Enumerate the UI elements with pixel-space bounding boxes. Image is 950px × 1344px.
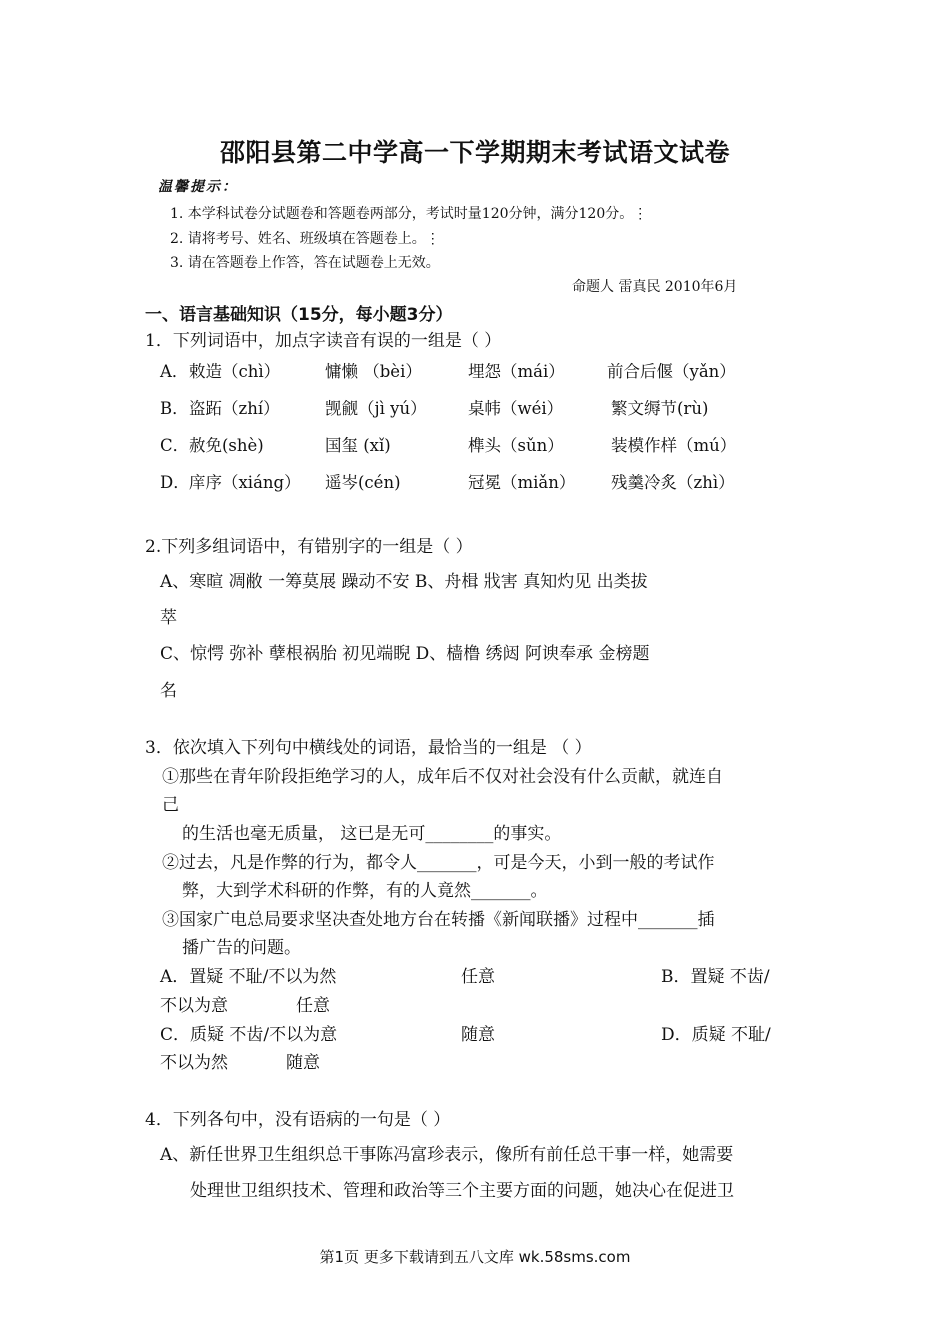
option-word: 敕造（chì） [189,362,281,381]
question-3-option: B．置疑 不齿/ [661,967,770,987]
question-3-option: 不以为然 [160,1053,228,1073]
option-word: 慵懒 （bèi） [325,362,422,381]
option-word: 桌帏（wéi） [468,399,564,418]
option-word: 遥岑(cén) [325,473,401,492]
question-3-option: 任意 [296,996,330,1016]
option-word: 庠序（xiáng） [189,473,301,492]
tip-item-1: 1. 本学科试卷分试题卷和答题卷两部分，考试时量120分钟，满分120分。⋮ [170,206,648,222]
question-3-line: 己 [162,795,179,815]
question-4-line: 处理世卫组织技术、管理和政治等三个主要方面的问题，她决心在促进卫 [190,1181,734,1201]
question-3-line: ②过去，凡是作弊的行为，都令人_______，可是今天，小到一般的考试作 [162,853,715,873]
question-2-line: 萃 [160,608,177,628]
question-2-line: A、寒暄 凋敝 一筹莫展 躁动不安 B、舟楫 戕害 真知灼见 出类拔 [160,572,648,592]
question-3-option: 不以为意 [160,996,228,1016]
author-line: 命题人 雷真民 2010年6月 [572,279,738,295]
question-3-option: C．质疑 不齿/不以为意 [160,1025,338,1045]
option-word: 繁文缛节(rù) [611,399,709,418]
option-word: 榫头（sǔn） [468,436,564,455]
question-3-line: 播广告的问题。 [182,938,301,958]
question-2-line: 名 [160,681,177,701]
question-3-line: 的生活也毫无质量， 这已是无可________的事实。 [182,824,562,844]
question-3-option: D．质疑 不耻/ [661,1025,771,1045]
option-letter: C． [160,436,190,455]
page-title: 邵阳县第二中学高一下学期期末考试语文试卷 [219,138,730,167]
option-word: 前合后偃（yǎn） [607,362,736,381]
question-3-stem: 3．依次填入下列句中横线处的词语，最恰当的一组是 （ ） [145,738,592,758]
question-3-line: ①那些在青年阶段拒绝学习的人，成年后不仅对社会没有什么贡献，就连自 [162,767,723,787]
option-word: 埋怨（mái） [468,362,565,381]
question-3-option: 任意 [461,967,495,987]
question-3-option: 随意 [461,1025,495,1045]
question-3-option: A．置疑 不耻/不以为然 [160,967,337,987]
option-word: 装模作样（mú） [611,436,737,455]
page-footer: 第1页 更多下载请到五八文库 wk.58sms.com [319,1248,631,1266]
tip-item-2: 2. 请将考号、姓名、班级填在答题卷上。⋮ [170,231,440,247]
tip-item-3: 3. 请在答题卷上作答，答在试题卷上无效。 [170,255,440,271]
option-letter: A． [160,362,189,381]
question-1-stem: 1．下列词语中，加点字读音有误的一组是（ ） [145,331,502,351]
option-word: 残羹冷炙（zhì） [611,473,735,492]
option-letter: B． [160,399,189,418]
tips-heading: 温馨提示： [158,179,238,195]
question-3-option: 随意 [286,1053,320,1073]
question-4-line: A、新任世界卫生组织总干事陈冯富珍表示，像所有前任总干事一样，她需要 [160,1145,734,1165]
question-3-line: 弊，大到学术科研的作弊，有的人竟然_______。 [182,881,548,901]
option-word: 冠冕（miǎn） [468,473,576,492]
option-word: 国玺 (xǐ) [325,436,391,455]
option-word: 赦免(shè) [189,436,264,455]
option-word: 觊觎（jì yú） [325,399,427,418]
question-2-line: C、惊愕 弥补 孽根祸胎 初见端睨 D、樯橹 绣闼 阿谀奉承 金榜题 [160,644,650,664]
question-3-line: ③国家广电总局要求坚决查处地方台在转播《新闻联播》过程中_______插 [162,910,715,930]
question-2-stem: 2.下列多组词语中，有错别字的一组是（ ） [145,537,473,557]
section-heading: 一、语言基础知识（15分，每小题3分） [145,305,453,325]
option-word: 盗跖（zhí） [189,399,280,418]
option-letter: D． [160,473,190,492]
question-4-stem: 4．下列各句中，没有语病的一句是（ ） [145,1110,451,1130]
